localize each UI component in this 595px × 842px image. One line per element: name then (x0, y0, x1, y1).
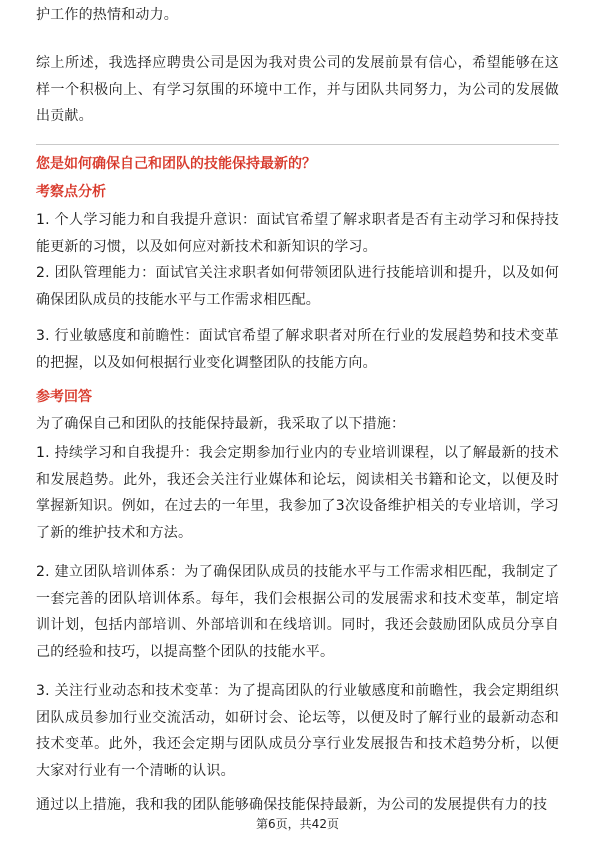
answer-intro: 为了确保自己和团队的技能保持最新，我采取了以下措施： (36, 416, 406, 432)
analysis-item-1: 1. 个人学习能力和自我提升意识：面试官希望了解求职者是否有主动学习和保持技能更新的习惯，以及如何应对新技术和新知识的学习。 (36, 212, 559, 255)
analysis-item-2: 2. 团队管理能力：面试官关注求职者如何带领团队进行技能培训和提升，以及如何确保团队成员的技能水平与工作需求相匹配。 (36, 265, 559, 308)
answer-item-2: 2. 建立团队培训体系：为了确保团队成员的技能水平与工作需求相匹配，我制定了一套完善的团队培训体系。每年，我们会根据公司的发展需求和技术变革，制定培训计划，包括内部培训、外部培训和在线培训。同时，我还会鼓励团队成员分享自己的经验和技巧，以提高整个团队的技能水平。 (36, 564, 559, 660)
intro-line: 护工作的热情和动力。 (36, 7, 178, 23)
answer-item-3: 3. 关注行业动态和技术变革：为了提高团队的行业敏感度和前瞻性，我会定期组织团队成员参加行业交流活动，如研讨会、论坛等，以便及时了解行业的最新动态和技术变革。此外，我还会定期与团队成员分享行业发展报告和技术趋势分析，以便大家对行业有一个清晰的认识。 (36, 683, 559, 779)
summary-paragraph: 综上所述，我选择应聘贵公司是因为我对贵公司的发展前景有信心，希望能够在这样一个积极向上、有学习氛围的环境中工作，并与团队共同努力，为公司的发展做出贡献。 (36, 55, 559, 124)
page-number-footer: 第6页，共42页 (256, 817, 339, 831)
analysis-item-3: 3. 行业敏感度和前瞻性：面试官希望了解求职者对所在行业的发展趋势和技术变革的把握，以及如何根据行业变化调整团队的技能方向。 (36, 328, 559, 371)
answer-conclusion: 通过以上措施，我和我的团队能够确保技能保持最新，为公司的发展提供有力的技 (36, 797, 548, 813)
answer-heading: 参考回答 (36, 389, 92, 405)
answer-item-1: 1. 持续学习和自我提升：我会定期参加行业内的专业培训课程，以了解最新的技术和发展趋势。此外，我还会关注行业媒体和论坛，阅读相关书籍和论文，以便及时掌握新知识。例如，在过去的一年里，我参加了3次设备维护相关的专业培训，学习了新的维护技术和方法。 (36, 445, 559, 541)
section-divider (36, 144, 559, 145)
question-heading: 您是如何确保自己和团队的技能保持最新的？ (36, 156, 316, 172)
analysis-heading: 考察点分析 (36, 184, 106, 200)
